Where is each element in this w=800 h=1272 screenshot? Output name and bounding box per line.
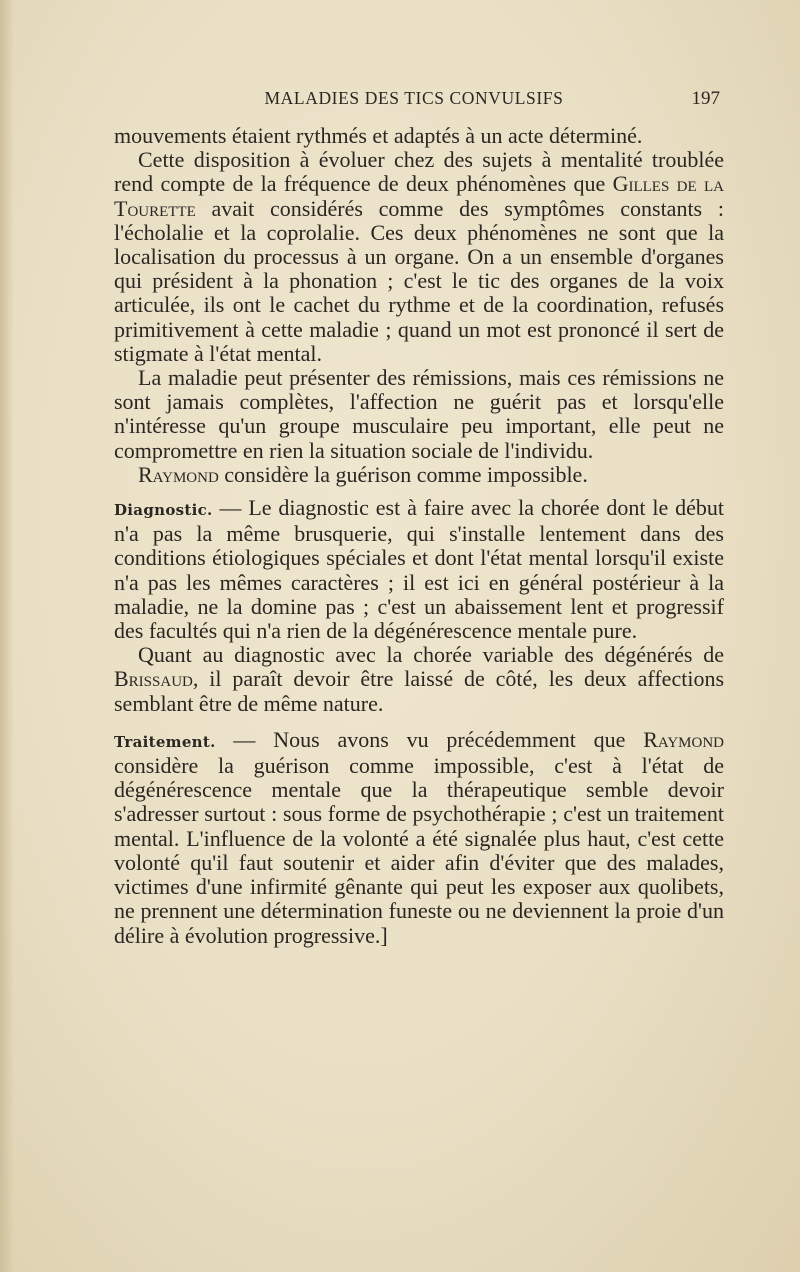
paragraph-2-text-b: avait considérés comme des symptômes constants : l'écholalie et la coprolalie. Ces deux phénomènes ne sont que la localisation du processus à un organe. On a un ensemble d'organes qui président à la phonation ; c'est le tic des organes de la voix articulée, ils ont le cachet du rythme et de la coordination, refusés primitivement à cette maladie ; quand un mot est prononcé il sert de stigmate à l'état mental. [114,195,724,366]
paragraph-3 [114,366,724,463]
paragraph-3-text: La maladie peut présenter des rémissions, mais ces rémissions ne sont jamais complètes, l'affection ne guérit pas et lorsqu'elle n'intéresse qu'un groupe musculaire peu important, elle peut ne compromettre en rien la situation sociale de l'individu. [114,365,724,463]
body-text [114,124,724,948]
paragraph-diagnostic-text: — Le diagnostic est à faire avec la chorée dont le début n'a pas la même brusquerie, qui s'installe lentement dans des conditions étiologiques spéciales et dont l'état mental lorsqu'il existe n'a pas les mêmes caractères ; il est ici en général postérieur à la maladie, ne la domine pas ; c'est un abaissement lent et progressif des facultés qui n'a rien de la dégénérescence mentale pure. [114,495,724,644]
section-heading-diagnostic: Diagnostic. [114,501,213,520]
paragraph-traitement [114,728,724,948]
paragraph-2 [114,148,724,366]
page-edge-shadow [0,0,14,1272]
author-name-tourette: Gilles de la Tourette [114,171,724,221]
paragraph-2-text-a: Cette disposition à évoluer chez des sujets à mentalité troublée rend compte de la fréquence de deux phénomènes que [114,147,724,197]
paragraph-traitement-text-a: — Nous avons vu précédemment que [215,726,644,752]
running-header [108,86,720,112]
paragraph-1-text: mouvements étaient rythmés et adaptés à un acte déterminé. [114,123,643,148]
paragraph-6 [114,643,724,716]
paragraph-6-text-a: Quant au diagnostic avec la chorée variable des dégénérés de [138,642,724,668]
running-title: MALADIES DES TICS CONVULSIFS [264,88,564,108]
author-name-raymond-2: Raymond [643,726,724,752]
author-name-brissaud: Brissaud [114,666,193,692]
paragraph-4 [114,463,724,487]
paragraph-diagnostic [114,496,724,643]
author-name-raymond: Raymond [138,461,219,487]
paragraph-traitement-text-b: considère la guérison comme impossible, c'est à l'état de dégénérescence mentale que la thérapeutique semble devoir s'adresser surtout : sous forme de psychothérapie ; c'est un traitement mental. L'influence de la volonté a été signalée plus haut, c'est cette volonté qu'il faut soutenir et aider afin d'éviter que des malades, victimes d'une infirmité gênante qui peut les exposer aux quolibets, ne prennent une détermination funeste ou ne deviennent la proie d'un délire à évolution progressive.] [114,753,724,948]
paragraph-6-text-b: , il paraît devoir être laissé de côté, les deux affections semblant être de même nature. [114,666,724,716]
paragraph-1 [114,124,724,148]
section-heading-traitement: Traitement. [114,732,216,751]
page-number: 197 [691,88,720,109]
paragraph-4-text: considère la guérison comme impossible. [218,461,588,487]
